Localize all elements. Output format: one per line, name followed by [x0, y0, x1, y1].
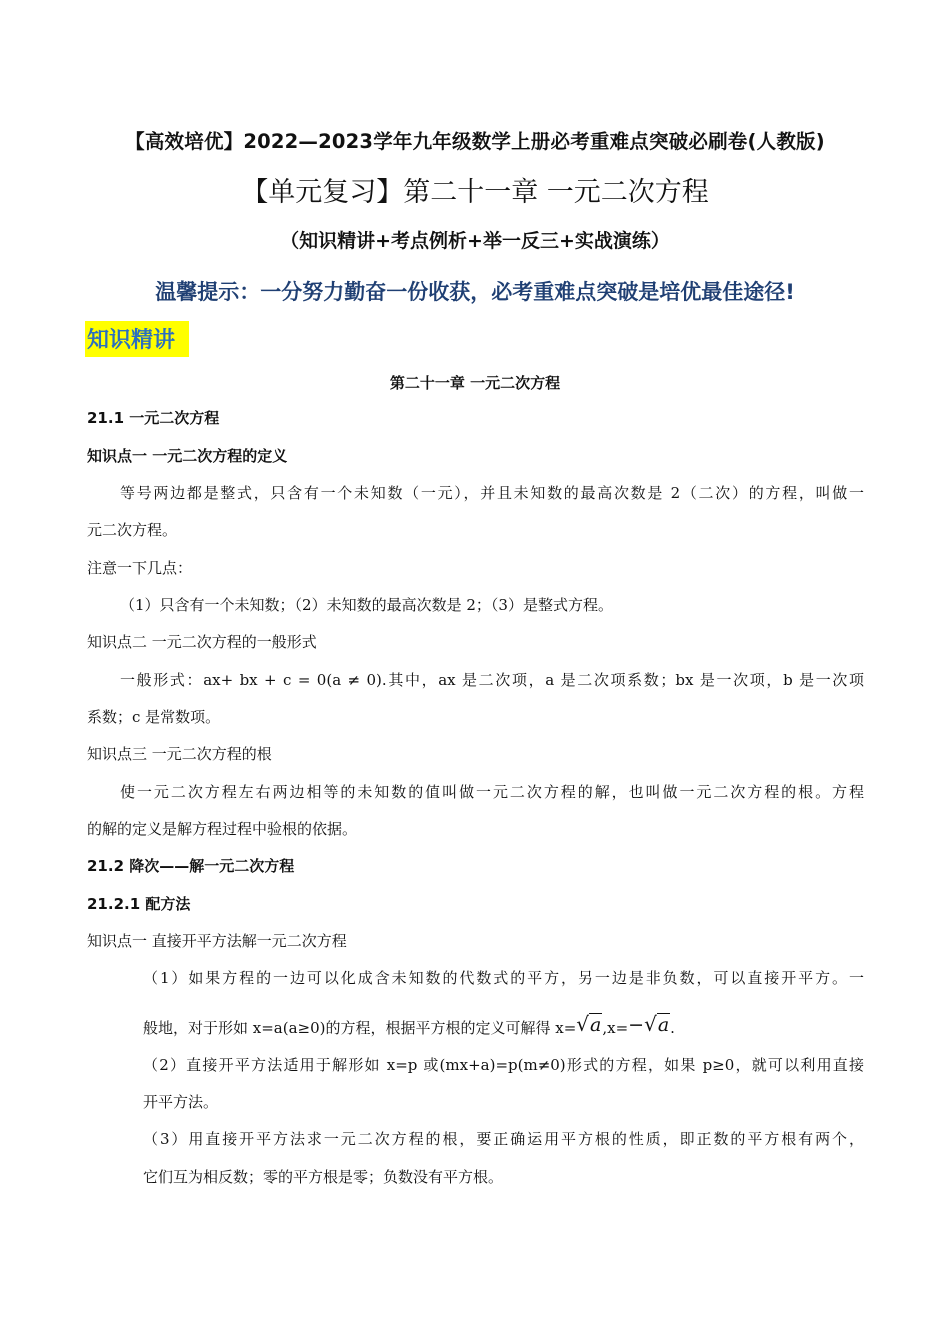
- heading-21-1: 21.1 一元二次方程: [87, 409, 220, 427]
- neg-sqrt-a-var: a: [657, 1014, 670, 1036]
- sqrt-a-formula: √a: [576, 1012, 602, 1036]
- kp1-title: 知识点一 一元二次方程的定义: [87, 447, 288, 465]
- kp1-line-1: 等号两边都是整式，只含有一个未知数（一元），并且未知数的最高次数是 2（二次）的方程，叫做一: [120, 484, 864, 502]
- tip-banner: 温馨提示：一分努力勤奋一份收获，必考重难点突破是培优最佳途径!: [155, 280, 795, 304]
- kp2-line-1: 一般形式：ax+ bx + c = 0(a ≠ 0).其中，ax 是二次项，a 是二次项系数；bx 是一次项，b 是一次项: [120, 671, 864, 689]
- p1-line-2-text: 般地，对于形如 x=a(a≥0)的方程，根据平方根的定义可解得 x=: [143, 1019, 577, 1037]
- subtitle: （知识精讲+考点例析+举一反三+实战演练）: [280, 230, 670, 252]
- kp3-line-2: 的解的定义是解方程过程中验根的依据。: [87, 820, 358, 838]
- unit-title: 【单元复习】第二十一章 一元二次方程: [241, 177, 709, 208]
- main-title: 【高效培优】2022—2023学年九年级数学上册必考重难点突破必刷卷(人教版): [125, 130, 825, 153]
- p2-line-2: 开平方法。: [143, 1093, 219, 1111]
- heading-21-2-1: 21.2.1 配方法: [87, 895, 191, 913]
- note-body: （1）只含有一个未知数；（2）未知数的最高次数是 2；（3）是整式方程。: [120, 596, 613, 614]
- chapter-title: 第二十一章 一元二次方程: [389, 374, 561, 392]
- kp3-title: 知识点三 一元二次方程的根: [87, 745, 272, 763]
- kp1-line-2: 元二次方程。: [87, 521, 178, 539]
- s2-kp1-title: 知识点一 直接开平方法解一元二次方程: [87, 932, 347, 950]
- p1-line-1: （1）如果方程的一边可以化成含未知数的代数式的平方，另一边是非负数，可以直接开平方。一: [143, 969, 864, 987]
- p1-line-2-end: .: [670, 1019, 675, 1037]
- p3-line-2: 它们互为相反数；零的平方根是零；负数没有平方根。: [143, 1168, 504, 1186]
- kp2-title: 知识点二 一元二次方程的一般形式: [87, 633, 317, 651]
- kp3-line-1: 使一元二次方程左右两边相等的未知数的值叫做一元二次方程的解，也叫做一元二次方程的根。方程: [120, 783, 864, 801]
- minus-sign: −: [628, 1014, 645, 1036]
- p3-line-1: （3）用直接开平方法求一元二次方程的根，要正确运用平方根的性质，即正数的平方根有两个，: [143, 1130, 864, 1148]
- p1-line-2-sep: ,x=: [602, 1019, 629, 1037]
- heading-21-2: 21.2 降次——解一元二次方程: [87, 857, 295, 875]
- neg-sqrt-a-formula: −√a: [628, 1012, 670, 1036]
- note-title: 注意一下几点：: [87, 559, 193, 577]
- p1-line-2: [143, 1014, 675, 1038]
- section-tag-knowledge: 知识精讲: [85, 321, 189, 357]
- sqrt-a-var: a: [590, 1014, 602, 1036]
- p2-line-1: （2）直接开平方法适用于解形如 x=p 或(mx+a)=p(m≠0)形式的方程，如果 p≥0，就可以利用直接: [143, 1056, 864, 1074]
- kp2-line-2: 系数；c 是常数项。: [87, 708, 221, 726]
